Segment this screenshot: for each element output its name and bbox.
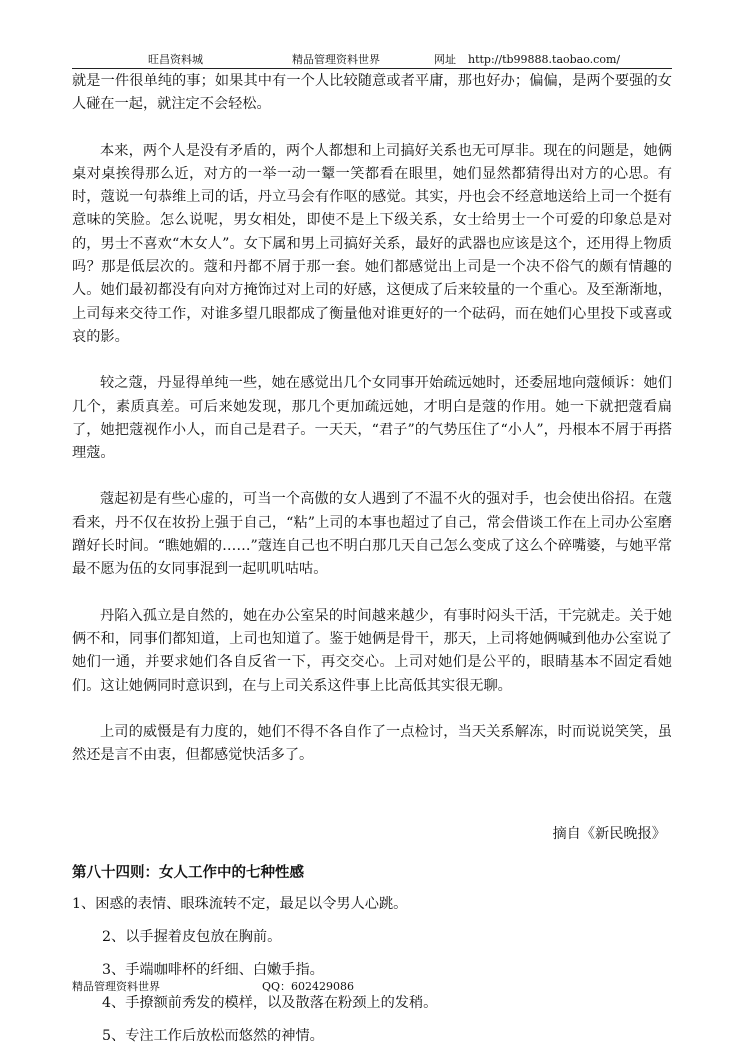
list-item: 4、手撩额前秀发的模样，以及散落在粉颈上的发稍。: [102, 995, 438, 1012]
header-site-name: 精品管理资料世界: [292, 53, 380, 66]
header-shop-name: 旺昌资料城: [148, 53, 203, 66]
footer-site-name: 精品管理资料世界: [72, 980, 160, 993]
header-url[interactable]: http://tb99888.taobao.com/: [468, 53, 621, 66]
paragraph-4: 蔻起初是有些心虚的，可当一个高傲的女人遇到了不温不火的强对手，也会使出俗招。在蔻看来，丹不仅在妆扮上强于自己，“粘”上司的本事也超过了自己，常会借谈工作在上司办公室磨蹭好长时间。“瞧她媚的……”蔻连自己也不明白那几天自己怎么变成了这么个碎嘴婆，与她平常最不愿为伍的女同事混到一起叽叽咕咕。: [72, 491, 672, 578]
document-body: [72, 70, 672, 1048]
paragraph-5: 丹陷入孤立是自然的，她在办公室呆的时间越来越少，有事时闷头干活，干完就走。关于她俩不和，同事们都知道，上司也知道了。鉴于她俩是骨干，那天，上司将她俩喊到他办公室说了她们一通，并要求她们各自反省一下，再交交心。上司对她们是公平的，眼睛基本不固定看她们。这让她俩同时意识到，在与上司关系这件事上比高低其实很无聊。: [72, 607, 672, 694]
source-attribution: 摘自《新民晚报》: [552, 826, 666, 843]
list-item: 2、以手握着皮包放在胸前。: [102, 929, 282, 946]
page-footer: [72, 978, 355, 994]
header-url-label: 网址: [434, 53, 456, 66]
footer-qq: QQ：602429086: [262, 980, 355, 993]
page-header: [72, 50, 672, 69]
paragraph-2: 本来，两个人是没有矛盾的，两个人都想和上司搞好关系也无可厚非。现在的问题是，她俩桌对桌挨得那么近，对方的一举一动一颦一笑都看在眼里，她们显然都猜得出对方的心思。有时，蔻说一句恭维上司的话，丹立马会有作呕的感觉。其实，丹也会不经意地送给上司一个挺有意味的笑脸。怎么说呢，男女相处，即使不是上下级关系，女士给男士一个可爱的印象总是对的，男士不喜欢“木女人”。女下属和男上司搞好关系，最好的武器也应该是这个，还用得上物质吗？那是低层次的。蔻和丹都不屑于那一套。她们都感觉出上司是一个决不俗气的颇有情趣的人。她们最初都没有向对方掩饰过对上司的好感，这便成了后来较量的一个重心。及至渐渐地，上司每来交待工作，对谁多望几眼都成了衡量他对谁更好的一个砝码，而在她们心里投下或喜或哀的影。: [72, 142, 672, 345]
list-item: 5、专注工作后放松而悠然的神情。: [102, 1028, 324, 1045]
paragraph-6: 上司的威慑是有力度的，她们不得不各自作了一点检讨，当天关系解冻，时而说说笑笑，虽然还是言不由衷，但都感觉快活多了。: [72, 723, 672, 764]
paragraph-1: 就是一件很单纯的事；如果其中有一个人比较随意或者平庸，那也好办；偏偏，是两个要强的女人碰在一起，就注定不会轻松。: [72, 73, 672, 113]
list-item: 3、手端咖啡杯的纤细、白嫩手指。: [102, 962, 324, 979]
list-item: 1、困惑的表情、眼珠流转不定，最足以令男人心跳。: [72, 896, 408, 913]
section-title: 第八十四则：女人工作中的七种性感: [72, 865, 304, 882]
paragraph-3: 较之蔻，丹显得单纯一些，她在感觉出几个女同事开始疏远她时，还委屈地向蔻倾诉：她们几个，素质真差。可后来她发现，那几个更加疏远她，才明白是蔻的作用。她一下就把蔻看扁了，她把蔻视作小人，而自己是君子。一天天，“君子”的气势压住了“小人”，丹根本不屑于再搭理蔻。: [72, 375, 672, 462]
